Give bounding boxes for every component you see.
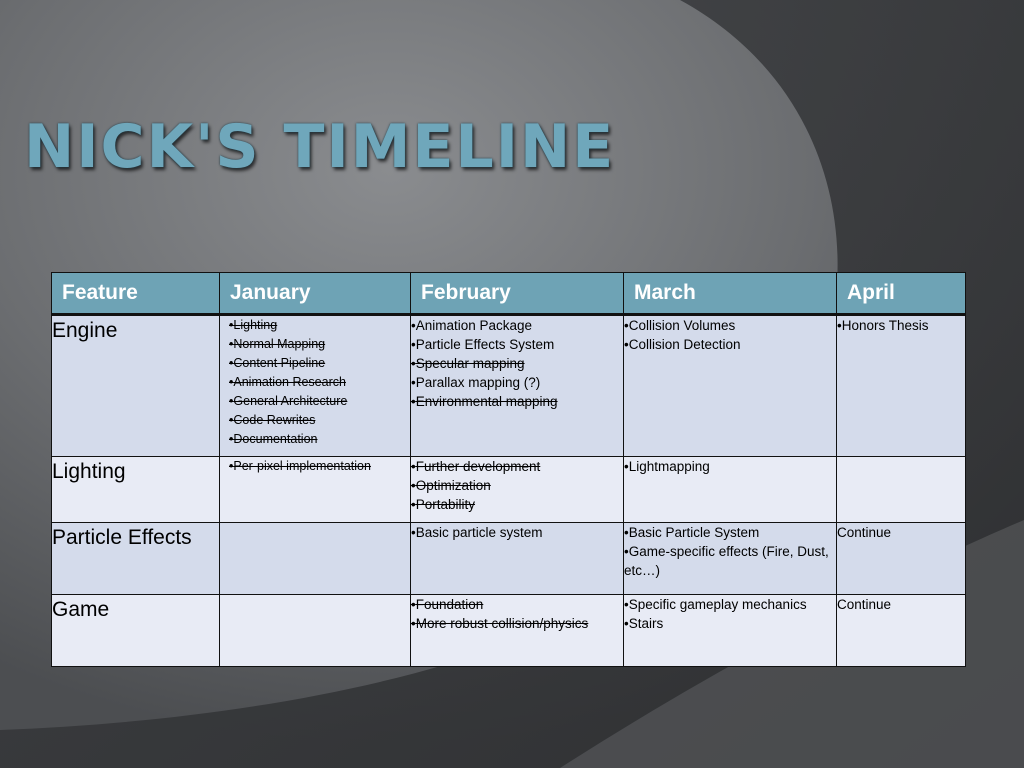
slide-title: NICK'S TIMELINE [24, 112, 616, 182]
april-cell [837, 315, 966, 457]
list-item: • Stairs [624, 614, 836, 633]
list-item: • Basic Particle System [624, 523, 836, 542]
list-item: • Code Rewrites [229, 411, 410, 430]
list-item: • Normal Mapping [229, 335, 410, 354]
column-header-february: February [411, 273, 624, 315]
item-list [624, 316, 836, 354]
table-row [52, 457, 966, 523]
april-cell [837, 457, 966, 523]
april-cell [837, 595, 966, 667]
february-cell [411, 595, 624, 667]
feature-cell: Game [52, 595, 220, 667]
list-item: • Honors Thesis [837, 316, 965, 335]
column-header-feature: Feature [52, 273, 220, 315]
list-item: • Animation Package [411, 316, 623, 335]
list-item: • Lightmapping [624, 457, 836, 476]
list-item: • Optimization [411, 476, 623, 495]
table-header-row [52, 273, 966, 315]
item-list [411, 523, 623, 542]
february-cell [411, 523, 624, 595]
list-item: • Basic particle system [411, 523, 623, 542]
list-item: • Specular mapping [411, 354, 623, 373]
item-list [229, 457, 410, 476]
february-cell [411, 457, 624, 523]
list-item: • Specific gameplay mechanics [624, 595, 836, 614]
list-item: • Collision Detection [624, 335, 836, 354]
february-cell [411, 315, 624, 457]
item-list [411, 595, 623, 633]
column-header-april: April [837, 273, 966, 315]
list-item: • Lighting [229, 316, 410, 335]
march-cell [624, 315, 837, 457]
march-cell [624, 595, 837, 667]
feature-cell: Lighting [52, 457, 220, 523]
item-list [229, 316, 410, 449]
list-item: • General Architecture [229, 392, 410, 411]
list-item: • Animation Research [229, 373, 410, 392]
january-cell [220, 595, 411, 667]
item-list [624, 457, 836, 476]
list-item: • Portability [411, 495, 623, 514]
item-list [837, 316, 965, 335]
list-item: • Parallax mapping (?) [411, 373, 623, 392]
feature-cell: Particle Effects [52, 523, 220, 595]
list-item: • Documentation [229, 430, 410, 449]
april-cell [837, 523, 966, 595]
list-item: • Foundation [411, 595, 623, 614]
january-cell [220, 523, 411, 595]
january-cell [220, 457, 411, 523]
march-cell [624, 457, 837, 523]
timeline-table [51, 272, 966, 667]
list-item: • More robust collision/physics [411, 614, 623, 633]
table-row [52, 595, 966, 667]
feature-cell: Engine [52, 315, 220, 457]
list-item: • Particle Effects System [411, 335, 623, 354]
list-item: • Collision Volumes [624, 316, 836, 335]
item-list [411, 316, 623, 411]
list-item: • Environmental mapping [411, 392, 623, 411]
april-note: Continue [837, 597, 892, 612]
list-item: • Content Pipeline [229, 354, 410, 373]
table-row [52, 315, 966, 457]
column-header-march: March [624, 273, 837, 315]
list-item: • Per-pixel implementation [229, 457, 410, 476]
march-cell [624, 523, 837, 595]
item-list [624, 595, 836, 633]
item-list [624, 523, 836, 580]
list-item: • Further development [411, 457, 623, 476]
column-header-january: January [220, 273, 411, 315]
item-list [411, 457, 623, 514]
april-note: Continue [837, 525, 892, 540]
table-row [52, 523, 966, 595]
january-cell [220, 315, 411, 457]
list-item: • Game-specific effects (Fire, Dust, etc…) [624, 542, 836, 580]
